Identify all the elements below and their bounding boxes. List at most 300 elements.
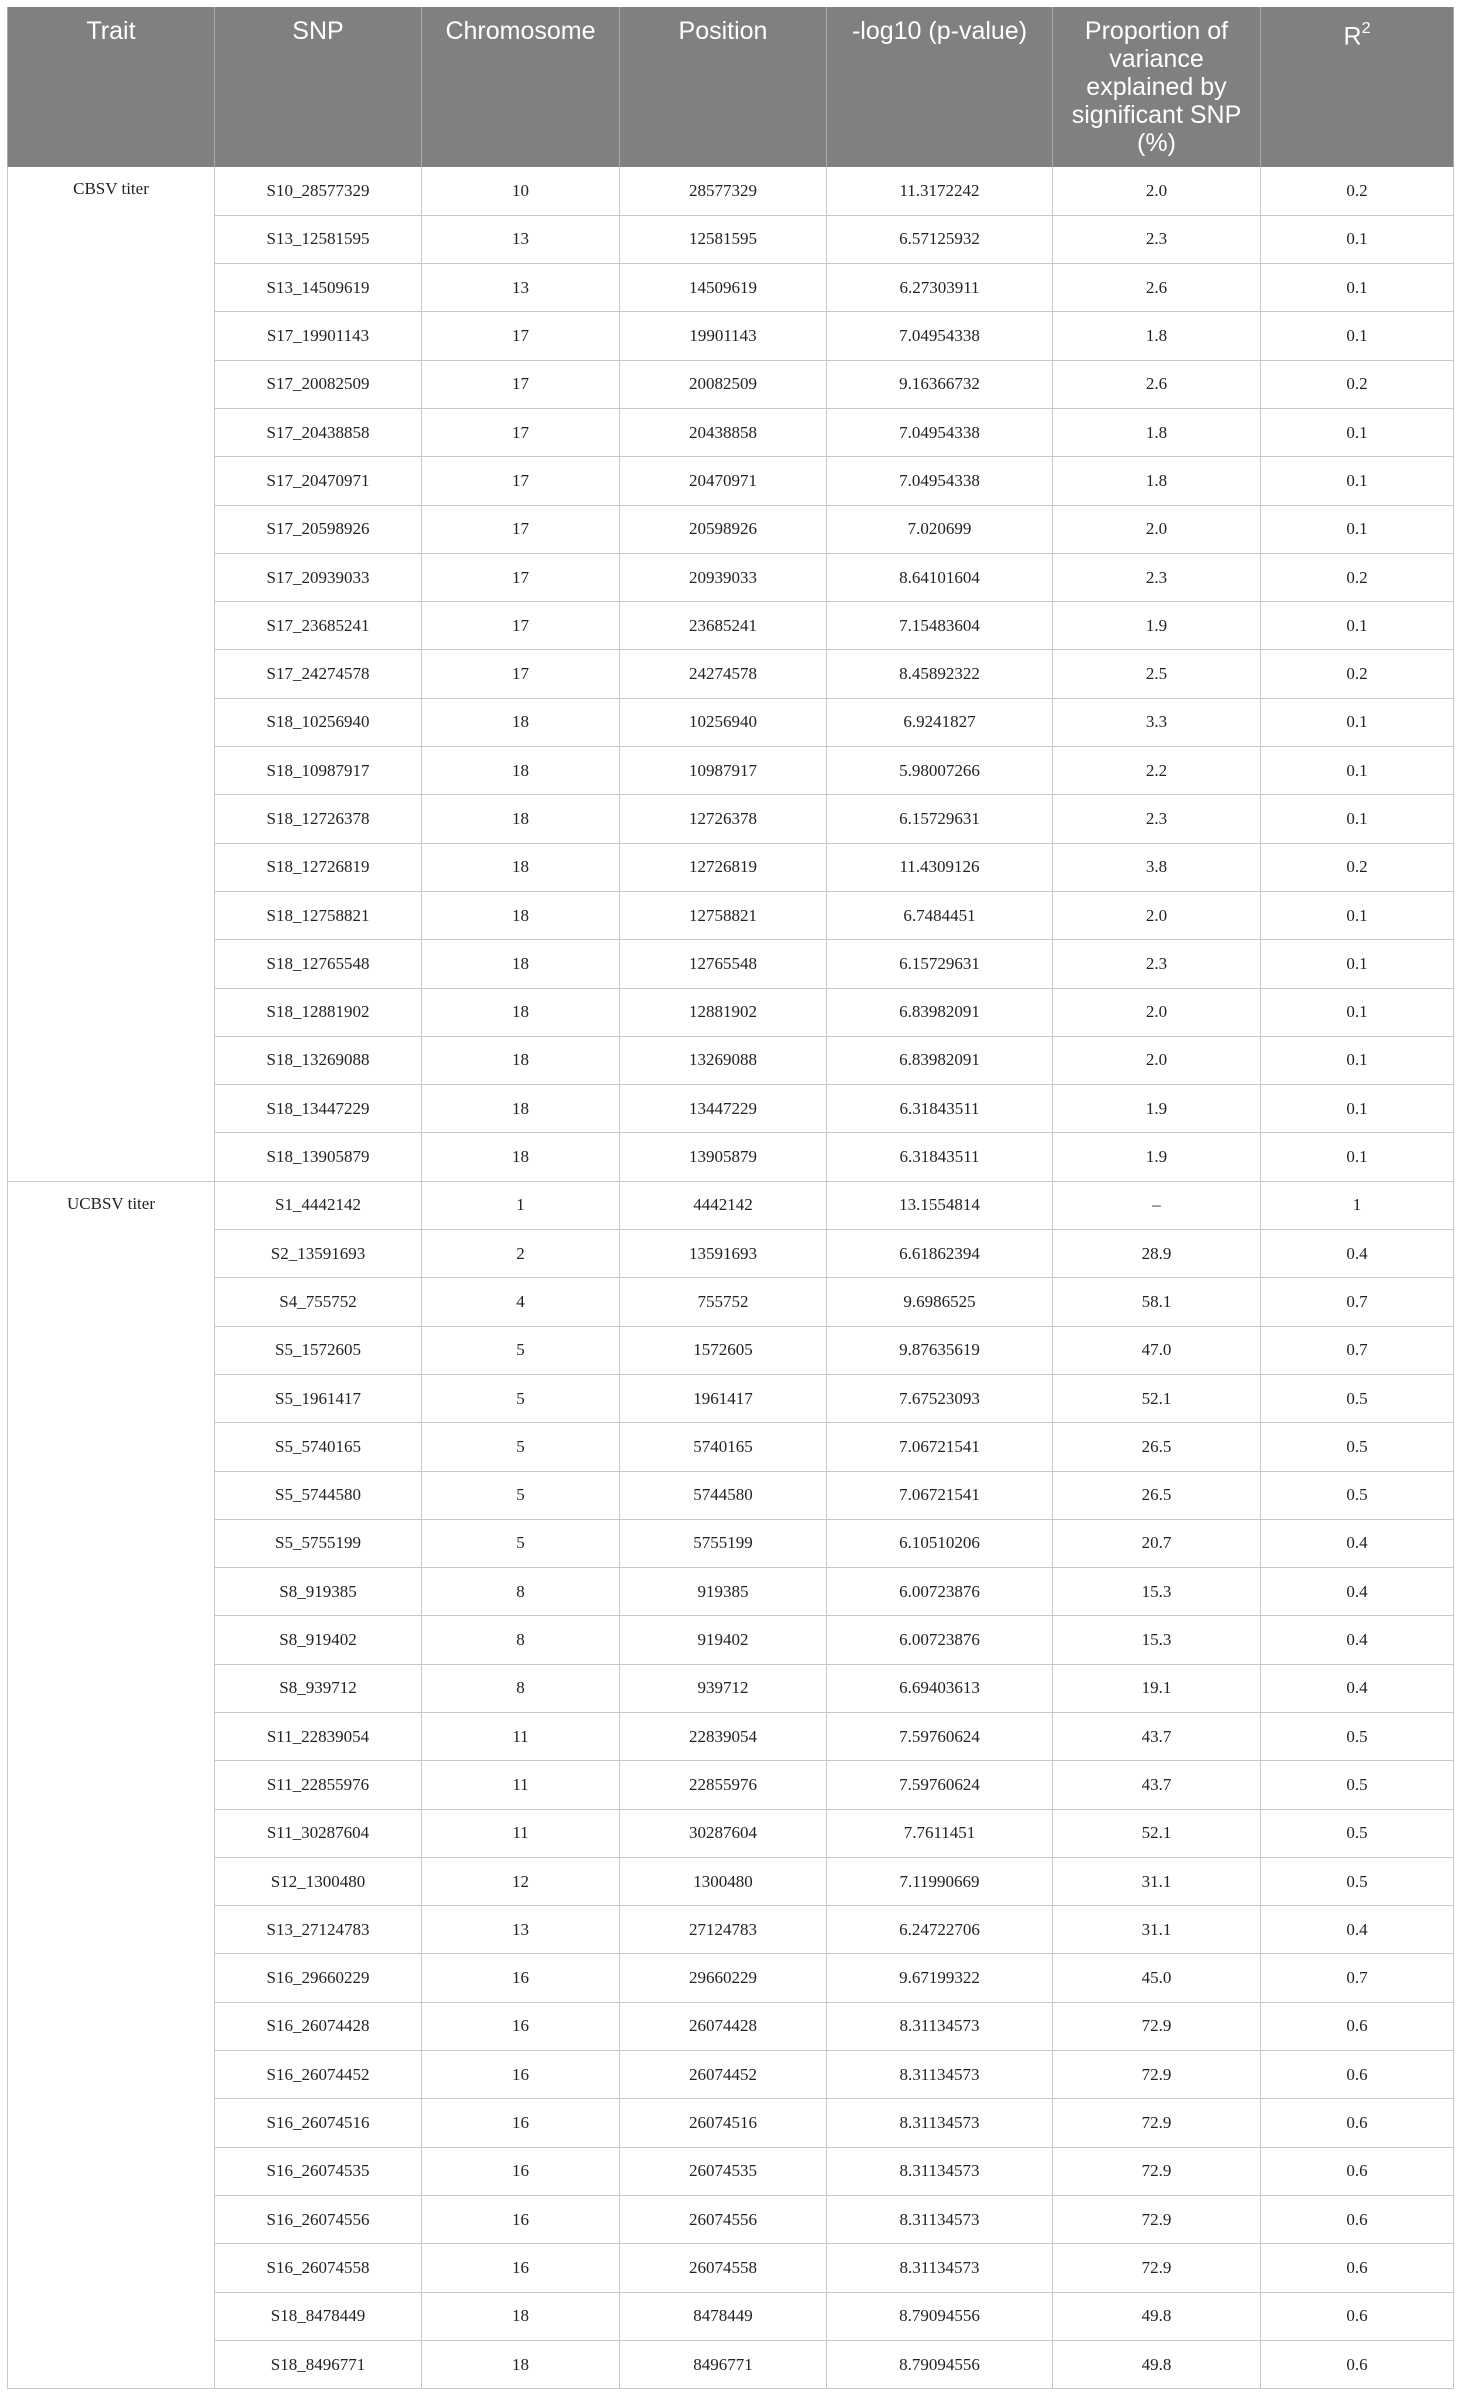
snp-cell: S13_12581595 bbox=[215, 215, 422, 263]
table-row bbox=[8, 2099, 1454, 2147]
proportion-cell: 43.7 bbox=[1053, 1761, 1261, 1809]
chromosome-cell: 17 bbox=[422, 553, 620, 601]
chromosome-cell: 4 bbox=[422, 1278, 620, 1326]
log10p-cell: 6.00723876 bbox=[827, 1616, 1053, 1664]
proportion-cell: 1.8 bbox=[1053, 457, 1261, 505]
chromosome-cell: 17 bbox=[422, 457, 620, 505]
log10p-cell: 6.00723876 bbox=[827, 1568, 1053, 1616]
r2-cell: 0.2 bbox=[1261, 553, 1454, 601]
r2-cell: 1 bbox=[1261, 1181, 1454, 1229]
log10p-cell: 6.15729631 bbox=[827, 795, 1053, 843]
chromosome-cell: 5 bbox=[422, 1423, 620, 1471]
proportion-cell: 58.1 bbox=[1053, 1278, 1261, 1326]
r2-cell: 0.4 bbox=[1261, 1519, 1454, 1567]
chromosome-cell: 17 bbox=[422, 312, 620, 360]
proportion-cell: 31.1 bbox=[1053, 1906, 1261, 1954]
proportion-cell: 72.9 bbox=[1053, 2051, 1261, 2099]
snp-cell: S18_10987917 bbox=[215, 747, 422, 795]
r2-cell: 0.1 bbox=[1261, 602, 1454, 650]
proportion-cell: 45.0 bbox=[1053, 1954, 1261, 2002]
chromosome-cell: 18 bbox=[422, 1085, 620, 1133]
proportion-cell: 19.1 bbox=[1053, 1664, 1261, 1712]
table-row bbox=[8, 215, 1454, 263]
table-row bbox=[8, 264, 1454, 312]
log10p-cell: 9.67199322 bbox=[827, 1954, 1053, 2002]
snp-cell: S10_28577329 bbox=[215, 167, 422, 215]
table-row bbox=[8, 408, 1454, 456]
snp-cell: S16_26074558 bbox=[215, 2244, 422, 2292]
position-cell: 1572605 bbox=[620, 1326, 827, 1374]
table-row bbox=[8, 1857, 1454, 1905]
proportion-cell: 3.8 bbox=[1053, 843, 1261, 891]
log10p-cell: 7.15483604 bbox=[827, 602, 1053, 650]
r2-cell: 0.1 bbox=[1261, 698, 1454, 746]
proportion-cell: 2.2 bbox=[1053, 747, 1261, 795]
table-row bbox=[8, 553, 1454, 601]
chromosome-cell: 1 bbox=[422, 1181, 620, 1229]
position-cell: 20598926 bbox=[620, 505, 827, 553]
chromosome-cell: 5 bbox=[422, 1374, 620, 1422]
position-cell: 26074516 bbox=[620, 2099, 827, 2147]
table-row bbox=[8, 1036, 1454, 1084]
chromosome-cell: 13 bbox=[422, 1906, 620, 1954]
table-row bbox=[8, 1519, 1454, 1567]
log10p-cell: 7.7611451 bbox=[827, 1809, 1053, 1857]
proportion-cell: 72.9 bbox=[1053, 2002, 1261, 2050]
log10p-cell: 7.04954338 bbox=[827, 408, 1053, 456]
log10p-cell: 6.31843511 bbox=[827, 1133, 1053, 1181]
position-cell: 13905879 bbox=[620, 1133, 827, 1181]
table-row bbox=[8, 1761, 1454, 1809]
position-cell: 23685241 bbox=[620, 602, 827, 650]
proportion-cell: 2.6 bbox=[1053, 360, 1261, 408]
snp-cell: S18_12726378 bbox=[215, 795, 422, 843]
position-cell: 919385 bbox=[620, 1568, 827, 1616]
r2-cell: 0.6 bbox=[1261, 2292, 1454, 2340]
snp-cell: S8_919402 bbox=[215, 1616, 422, 1664]
snp-cell: S17_20470971 bbox=[215, 457, 422, 505]
log10p-cell: 9.16366732 bbox=[827, 360, 1053, 408]
chromosome-cell: 11 bbox=[422, 1809, 620, 1857]
table-row bbox=[8, 1326, 1454, 1374]
chromosome-cell: 11 bbox=[422, 1761, 620, 1809]
position-cell: 5740165 bbox=[620, 1423, 827, 1471]
log10p-cell: 5.98007266 bbox=[827, 747, 1053, 795]
snp-cell: S5_5740165 bbox=[215, 1423, 422, 1471]
table-row bbox=[8, 1809, 1454, 1857]
snp-cell: S1_4442142 bbox=[215, 1181, 422, 1229]
table-body bbox=[8, 167, 1454, 2389]
table-row bbox=[8, 1471, 1454, 1519]
snp-cell: S4_755752 bbox=[215, 1278, 422, 1326]
chromosome-cell: 13 bbox=[422, 264, 620, 312]
r2-cell: 0.4 bbox=[1261, 1664, 1454, 1712]
snp-cell: S11_22839054 bbox=[215, 1713, 422, 1761]
trait-cell: UCBSV titer bbox=[8, 1181, 215, 2388]
proportion-cell: 2.3 bbox=[1053, 553, 1261, 601]
table-row bbox=[8, 1085, 1454, 1133]
snp-cell: S18_8496771 bbox=[215, 2340, 422, 2388]
position-cell: 20939033 bbox=[620, 553, 827, 601]
snp-cell: S17_20438858 bbox=[215, 408, 422, 456]
proportion-cell: 49.8 bbox=[1053, 2292, 1261, 2340]
chromosome-cell: 12 bbox=[422, 1857, 620, 1905]
r2-cell: 0.5 bbox=[1261, 1423, 1454, 1471]
snp-cell: S18_12726819 bbox=[215, 843, 422, 891]
chromosome-cell: 17 bbox=[422, 408, 620, 456]
proportion-cell: 2.0 bbox=[1053, 1036, 1261, 1084]
log10p-cell: 7.59760624 bbox=[827, 1713, 1053, 1761]
r2-cell: 0.1 bbox=[1261, 795, 1454, 843]
r2-cell: 0.6 bbox=[1261, 2002, 1454, 2050]
log10p-cell: 6.83982091 bbox=[827, 988, 1053, 1036]
chromosome-cell: 10 bbox=[422, 167, 620, 215]
proportion-cell: 26.5 bbox=[1053, 1423, 1261, 1471]
r2-cell: 0.2 bbox=[1261, 167, 1454, 215]
r2-cell: 0.5 bbox=[1261, 1471, 1454, 1519]
snp-cell: S16_26074452 bbox=[215, 2051, 422, 2099]
snp-cell: S18_13905879 bbox=[215, 1133, 422, 1181]
proportion-cell: 1.9 bbox=[1053, 602, 1261, 650]
snp-cell: S16_29660229 bbox=[215, 1954, 422, 2002]
position-cell: 20082509 bbox=[620, 360, 827, 408]
position-cell: 4442142 bbox=[620, 1181, 827, 1229]
chromosome-cell: 18 bbox=[422, 891, 620, 939]
position-cell: 1961417 bbox=[620, 1374, 827, 1422]
table-row bbox=[8, 1713, 1454, 1761]
r2-cell: 0.2 bbox=[1261, 650, 1454, 698]
snp-cell: S18_12881902 bbox=[215, 988, 422, 1036]
position-cell: 14509619 bbox=[620, 264, 827, 312]
header-r2 bbox=[1261, 7, 1454, 167]
table-row bbox=[8, 698, 1454, 746]
chromosome-cell: 18 bbox=[422, 988, 620, 1036]
position-cell: 26074428 bbox=[620, 2002, 827, 2050]
chromosome-cell: 16 bbox=[422, 2051, 620, 2099]
position-cell: 5755199 bbox=[620, 1519, 827, 1567]
chromosome-cell: 17 bbox=[422, 505, 620, 553]
r2-cell: 0.1 bbox=[1261, 215, 1454, 263]
snp-cell: S18_13269088 bbox=[215, 1036, 422, 1084]
table-row bbox=[8, 650, 1454, 698]
proportion-cell: 47.0 bbox=[1053, 1326, 1261, 1374]
table-row bbox=[8, 747, 1454, 795]
trait-cell: CBSV titer bbox=[8, 167, 215, 1181]
position-cell: 12581595 bbox=[620, 215, 827, 263]
log10p-cell: 8.31134573 bbox=[827, 2051, 1053, 2099]
snp-cell: S5_1572605 bbox=[215, 1326, 422, 1374]
r2-cell: 0.6 bbox=[1261, 2195, 1454, 2243]
proportion-cell: 72.9 bbox=[1053, 2195, 1261, 2243]
r2-cell: 0.5 bbox=[1261, 1761, 1454, 1809]
position-cell: 20470971 bbox=[620, 457, 827, 505]
table-row bbox=[8, 2051, 1454, 2099]
r2-cell: 0.4 bbox=[1261, 1230, 1454, 1278]
snp-cell: S18_12758821 bbox=[215, 891, 422, 939]
table-row bbox=[8, 1133, 1454, 1181]
header-chromosome: Chromosome bbox=[422, 7, 620, 167]
proportion-cell: 15.3 bbox=[1053, 1568, 1261, 1616]
r2-cell: 0.7 bbox=[1261, 1954, 1454, 2002]
position-cell: 1300480 bbox=[620, 1857, 827, 1905]
log10p-cell: 11.4309126 bbox=[827, 843, 1053, 891]
table-row bbox=[8, 2002, 1454, 2050]
table-row bbox=[8, 2147, 1454, 2195]
chromosome-cell: 18 bbox=[422, 795, 620, 843]
log10p-cell: 8.79094556 bbox=[827, 2292, 1053, 2340]
r2-cell: 0.5 bbox=[1261, 1809, 1454, 1857]
table-row bbox=[8, 795, 1454, 843]
log10p-cell: 6.15729631 bbox=[827, 940, 1053, 988]
proportion-cell: 2.0 bbox=[1053, 891, 1261, 939]
proportion-cell: 49.8 bbox=[1053, 2340, 1261, 2388]
proportion-cell: 2.3 bbox=[1053, 215, 1261, 263]
chromosome-cell: 18 bbox=[422, 2292, 620, 2340]
proportion-cell: 1.9 bbox=[1053, 1085, 1261, 1133]
position-cell: 19901143 bbox=[620, 312, 827, 360]
log10p-cell: 8.31134573 bbox=[827, 2099, 1053, 2147]
header-row bbox=[8, 7, 1454, 167]
log10p-cell: 6.27303911 bbox=[827, 264, 1053, 312]
snp-cell: S8_919385 bbox=[215, 1568, 422, 1616]
r2-cell: 0.5 bbox=[1261, 1374, 1454, 1422]
log10p-cell: 7.06721541 bbox=[827, 1471, 1053, 1519]
snp-cell: S16_26074516 bbox=[215, 2099, 422, 2147]
proportion-cell: 28.9 bbox=[1053, 1230, 1261, 1278]
position-cell: 29660229 bbox=[620, 1954, 827, 2002]
snp-results-table bbox=[7, 7, 1454, 2389]
snp-cell: S17_19901143 bbox=[215, 312, 422, 360]
position-cell: 13447229 bbox=[620, 1085, 827, 1133]
r2-cell: 0.1 bbox=[1261, 1085, 1454, 1133]
chromosome-cell: 16 bbox=[422, 2002, 620, 2050]
table-row bbox=[8, 1278, 1454, 1326]
proportion-cell: 2.3 bbox=[1053, 940, 1261, 988]
snp-cell: S18_13447229 bbox=[215, 1085, 422, 1133]
header-r2-sup: 2 bbox=[1361, 20, 1371, 37]
r2-cell: 0.6 bbox=[1261, 2099, 1454, 2147]
log10p-cell: 8.31134573 bbox=[827, 2195, 1053, 2243]
proportion-cell: 52.1 bbox=[1053, 1809, 1261, 1857]
chromosome-cell: 16 bbox=[422, 2147, 620, 2195]
position-cell: 10256940 bbox=[620, 698, 827, 746]
proportion-cell: 2.0 bbox=[1053, 505, 1261, 553]
chromosome-cell: 17 bbox=[422, 602, 620, 650]
log10p-cell: 6.57125932 bbox=[827, 215, 1053, 263]
position-cell: 27124783 bbox=[620, 1906, 827, 1954]
snp-cell: S11_30287604 bbox=[215, 1809, 422, 1857]
snp-cell: S5_1961417 bbox=[215, 1374, 422, 1422]
chromosome-cell: 16 bbox=[422, 2195, 620, 2243]
position-cell: 20438858 bbox=[620, 408, 827, 456]
proportion-cell: 1.8 bbox=[1053, 408, 1261, 456]
r2-cell: 0.6 bbox=[1261, 2340, 1454, 2388]
log10p-cell: 11.3172242 bbox=[827, 167, 1053, 215]
snp-cell: S17_24274578 bbox=[215, 650, 422, 698]
header-log10p: -log10 (p-value) bbox=[827, 7, 1053, 167]
log10p-cell: 6.9241827 bbox=[827, 698, 1053, 746]
snp-cell: S18_12765548 bbox=[215, 940, 422, 988]
header-trait: Trait bbox=[8, 7, 215, 167]
r2-cell: 0.7 bbox=[1261, 1278, 1454, 1326]
position-cell: 28577329 bbox=[620, 167, 827, 215]
r2-cell: 0.2 bbox=[1261, 360, 1454, 408]
proportion-cell: 20.7 bbox=[1053, 1519, 1261, 1567]
snp-cell: S16_26074535 bbox=[215, 2147, 422, 2195]
snp-cell: S16_26074556 bbox=[215, 2195, 422, 2243]
chromosome-cell: 8 bbox=[422, 1664, 620, 1712]
r2-cell: 0.2 bbox=[1261, 843, 1454, 891]
log10p-cell: 6.31843511 bbox=[827, 1085, 1053, 1133]
chromosome-cell: 17 bbox=[422, 650, 620, 698]
chromosome-cell: 13 bbox=[422, 215, 620, 263]
proportion-cell: 2.3 bbox=[1053, 795, 1261, 843]
snp-cell: S12_1300480 bbox=[215, 1857, 422, 1905]
snp-cell: S16_26074428 bbox=[215, 2002, 422, 2050]
log10p-cell: 7.11990669 bbox=[827, 1857, 1053, 1905]
table-row bbox=[8, 843, 1454, 891]
position-cell: 919402 bbox=[620, 1616, 827, 1664]
position-cell: 12726819 bbox=[620, 843, 827, 891]
log10p-cell: 7.06721541 bbox=[827, 1423, 1053, 1471]
log10p-cell: 8.45892322 bbox=[827, 650, 1053, 698]
table-row bbox=[8, 1230, 1454, 1278]
proportion-cell: 31.1 bbox=[1053, 1857, 1261, 1905]
chromosome-cell: 5 bbox=[422, 1326, 620, 1374]
chromosome-cell: 8 bbox=[422, 1568, 620, 1616]
proportion-cell: 72.9 bbox=[1053, 2147, 1261, 2195]
position-cell: 30287604 bbox=[620, 1809, 827, 1857]
r2-cell: 0.1 bbox=[1261, 264, 1454, 312]
log10p-cell: 6.61862394 bbox=[827, 1230, 1053, 1278]
table-row bbox=[8, 167, 1454, 215]
log10p-cell: 6.69403613 bbox=[827, 1664, 1053, 1712]
proportion-cell: 43.7 bbox=[1053, 1713, 1261, 1761]
snp-cell: S5_5744580 bbox=[215, 1471, 422, 1519]
chromosome-cell: 11 bbox=[422, 1713, 620, 1761]
table-row bbox=[8, 2340, 1454, 2388]
r2-cell: 0.1 bbox=[1261, 940, 1454, 988]
log10p-cell: 8.31134573 bbox=[827, 2002, 1053, 2050]
r2-cell: 0.1 bbox=[1261, 747, 1454, 795]
table-row bbox=[8, 2195, 1454, 2243]
proportion-cell: 2.0 bbox=[1053, 988, 1261, 1036]
r2-cell: 0.5 bbox=[1261, 1713, 1454, 1761]
position-cell: 12758821 bbox=[620, 891, 827, 939]
log10p-cell: 7.020699 bbox=[827, 505, 1053, 553]
position-cell: 939712 bbox=[620, 1664, 827, 1712]
log10p-cell: 6.24722706 bbox=[827, 1906, 1053, 1954]
chromosome-cell: 18 bbox=[422, 1036, 620, 1084]
proportion-cell: 26.5 bbox=[1053, 1471, 1261, 1519]
position-cell: 26074556 bbox=[620, 2195, 827, 2243]
r2-cell: 0.4 bbox=[1261, 1568, 1454, 1616]
table-row bbox=[8, 2292, 1454, 2340]
table-row bbox=[8, 1181, 1454, 1229]
snp-cell: S17_20082509 bbox=[215, 360, 422, 408]
snp-cell: S8_939712 bbox=[215, 1664, 422, 1712]
table-row bbox=[8, 1906, 1454, 1954]
log10p-cell: 9.6986525 bbox=[827, 1278, 1053, 1326]
snp-cell: S13_27124783 bbox=[215, 1906, 422, 1954]
position-cell: 26074452 bbox=[620, 2051, 827, 2099]
r2-cell: 0.1 bbox=[1261, 891, 1454, 939]
r2-cell: 0.6 bbox=[1261, 2147, 1454, 2195]
r2-cell: 0.1 bbox=[1261, 1133, 1454, 1181]
header-snp: SNP bbox=[215, 7, 422, 167]
r2-cell: 0.4 bbox=[1261, 1906, 1454, 1954]
chromosome-cell: 5 bbox=[422, 1471, 620, 1519]
table-row bbox=[8, 457, 1454, 505]
position-cell: 26074558 bbox=[620, 2244, 827, 2292]
chromosome-cell: 16 bbox=[422, 2244, 620, 2292]
table-row bbox=[8, 312, 1454, 360]
proportion-cell: 1.9 bbox=[1053, 1133, 1261, 1181]
snp-cell: S17_23685241 bbox=[215, 602, 422, 650]
snp-cell: S2_13591693 bbox=[215, 1230, 422, 1278]
proportion-cell: 72.9 bbox=[1053, 2099, 1261, 2147]
chromosome-cell: 8 bbox=[422, 1616, 620, 1664]
chromosome-cell: 18 bbox=[422, 1133, 620, 1181]
log10p-cell: 6.83982091 bbox=[827, 1036, 1053, 1084]
header-r2-base: R bbox=[1343, 22, 1362, 51]
log10p-cell: 8.79094556 bbox=[827, 2340, 1053, 2388]
r2-cell: 0.7 bbox=[1261, 1326, 1454, 1374]
position-cell: 8496771 bbox=[620, 2340, 827, 2388]
position-cell: 12765548 bbox=[620, 940, 827, 988]
position-cell: 13269088 bbox=[620, 1036, 827, 1084]
r2-cell: 0.1 bbox=[1261, 457, 1454, 505]
snp-cell: S11_22855976 bbox=[215, 1761, 422, 1809]
log10p-cell: 7.59760624 bbox=[827, 1761, 1053, 1809]
r2-cell: 0.1 bbox=[1261, 312, 1454, 360]
log10p-cell: 7.04954338 bbox=[827, 312, 1053, 360]
r2-cell: 0.6 bbox=[1261, 2051, 1454, 2099]
table-row bbox=[8, 602, 1454, 650]
proportion-cell: 2.5 bbox=[1053, 650, 1261, 698]
r2-cell: 0.1 bbox=[1261, 408, 1454, 456]
r2-cell: 0.1 bbox=[1261, 505, 1454, 553]
header-position: Position bbox=[620, 7, 827, 167]
proportion-cell: 3.3 bbox=[1053, 698, 1261, 746]
snp-cell: S5_5755199 bbox=[215, 1519, 422, 1567]
table-row bbox=[8, 360, 1454, 408]
proportion-cell: 2.6 bbox=[1053, 264, 1261, 312]
log10p-cell: 13.1554814 bbox=[827, 1181, 1053, 1229]
position-cell: 755752 bbox=[620, 1278, 827, 1326]
chromosome-cell: 5 bbox=[422, 1519, 620, 1567]
table-row bbox=[8, 1616, 1454, 1664]
chromosome-cell: 18 bbox=[422, 843, 620, 891]
chromosome-cell: 17 bbox=[422, 360, 620, 408]
position-cell: 24274578 bbox=[620, 650, 827, 698]
table-row bbox=[8, 1954, 1454, 2002]
snp-cell: S17_20939033 bbox=[215, 553, 422, 601]
position-cell: 8478449 bbox=[620, 2292, 827, 2340]
chromosome-cell: 2 bbox=[422, 1230, 620, 1278]
r2-cell: 0.6 bbox=[1261, 2244, 1454, 2292]
position-cell: 13591693 bbox=[620, 1230, 827, 1278]
position-cell: 22855976 bbox=[620, 1761, 827, 1809]
log10p-cell: 9.87635619 bbox=[827, 1326, 1053, 1374]
table-row bbox=[8, 1568, 1454, 1616]
position-cell: 12726378 bbox=[620, 795, 827, 843]
r2-cell: 0.4 bbox=[1261, 1616, 1454, 1664]
log10p-cell: 8.31134573 bbox=[827, 2147, 1053, 2195]
position-cell: 10987917 bbox=[620, 747, 827, 795]
table-row bbox=[8, 891, 1454, 939]
table-row bbox=[8, 988, 1454, 1036]
